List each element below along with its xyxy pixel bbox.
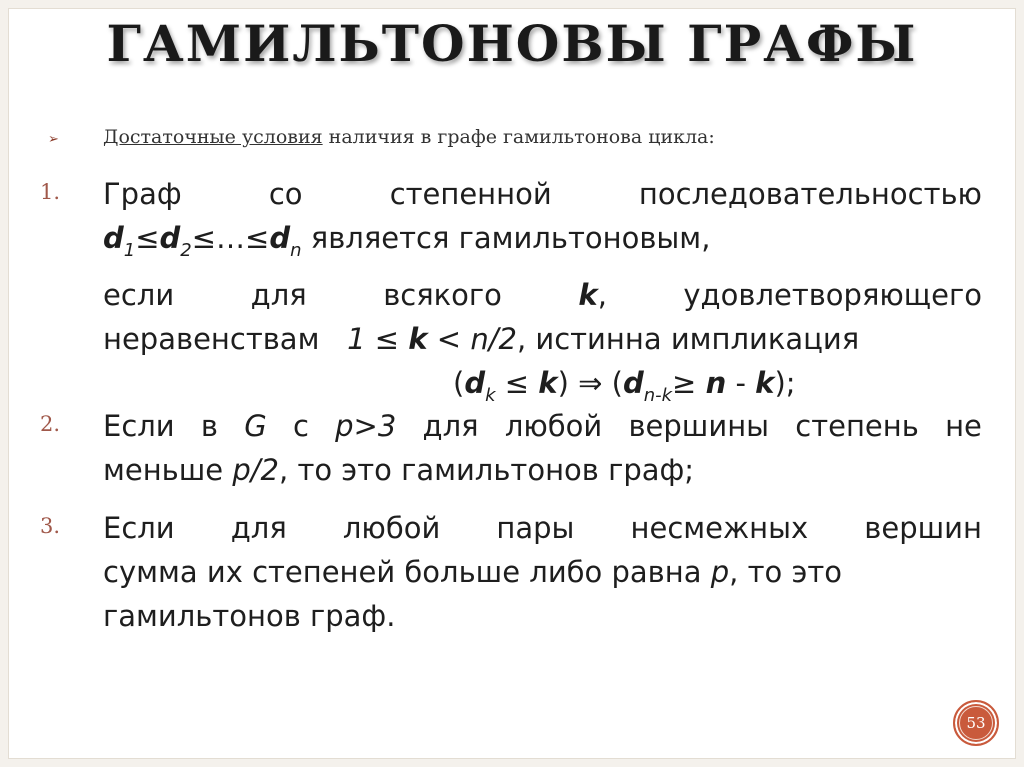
text: , то это bbox=[729, 555, 842, 589]
punct: , bbox=[597, 278, 607, 312]
word: Если bbox=[103, 511, 175, 545]
word: для bbox=[250, 278, 307, 312]
text: сумма их степеней больше либо равна bbox=[103, 555, 711, 589]
word: неравенствам bbox=[103, 322, 320, 356]
math-var: d bbox=[103, 221, 124, 255]
word: степень bbox=[795, 409, 919, 443]
word: Граф bbox=[103, 177, 182, 211]
word: для bbox=[422, 409, 479, 443]
item-line bbox=[103, 273, 982, 317]
math-sub: 2 bbox=[180, 240, 192, 261]
word: степенной bbox=[389, 177, 552, 211]
math-sub: k bbox=[485, 385, 496, 406]
word: с bbox=[292, 409, 309, 443]
math-op: ) ⇒ ( bbox=[557, 366, 623, 400]
slide-title: ГАМИЛЬТОНОВЫ ГРАФЫ bbox=[106, 14, 918, 73]
item-line bbox=[103, 404, 982, 448]
math-var: p bbox=[710, 555, 730, 589]
math-var: k bbox=[408, 322, 428, 356]
text: , истинна импликация bbox=[516, 322, 860, 356]
math-sub: 1 bbox=[123, 240, 136, 261]
math-sub: n bbox=[290, 240, 302, 261]
math-op: ≤ bbox=[135, 221, 160, 255]
list-item-1 bbox=[40, 172, 982, 418]
text: является гамильтоновым, bbox=[301, 221, 711, 255]
word: несмежных bbox=[630, 511, 809, 545]
math-var: d bbox=[269, 221, 291, 255]
math-var: k bbox=[578, 278, 598, 312]
item-line bbox=[103, 550, 982, 594]
item-number: 3. bbox=[40, 514, 61, 538]
math-var: k bbox=[538, 366, 558, 400]
text: , то это гамильтонов граф; bbox=[279, 453, 695, 487]
item-line bbox=[103, 448, 982, 492]
page-number: 53 bbox=[959, 706, 993, 740]
arrow-bullet-icon: ➢ bbox=[48, 132, 59, 147]
word: для bbox=[230, 511, 287, 545]
math-op: - bbox=[726, 366, 756, 400]
list-item-3 bbox=[40, 506, 982, 638]
list-item-2 bbox=[40, 404, 982, 492]
word: любой bbox=[342, 511, 441, 545]
math-var: d bbox=[622, 366, 644, 400]
subtitle bbox=[48, 126, 715, 148]
item-line bbox=[103, 506, 982, 550]
item-line bbox=[103, 172, 982, 216]
item-line bbox=[103, 216, 982, 273]
math-sub: n-k bbox=[643, 385, 673, 406]
word: Если bbox=[103, 409, 175, 443]
math-var: n bbox=[705, 366, 727, 400]
math-op: ≥ bbox=[672, 366, 706, 400]
word: любой bbox=[504, 409, 603, 443]
word: не bbox=[945, 409, 982, 443]
math-expr: < n/2 bbox=[427, 322, 517, 356]
subtitle-underlined-text: Достаточные условия bbox=[103, 126, 323, 148]
math-var: d bbox=[159, 221, 181, 255]
math-var: d bbox=[464, 366, 486, 400]
math-expr: 1 ≤ bbox=[347, 322, 409, 356]
word: вершины bbox=[628, 409, 770, 443]
math-expr: p>3 bbox=[335, 409, 397, 443]
word: пары bbox=[496, 511, 575, 545]
item-line: гамильтонов граф. bbox=[103, 599, 396, 633]
item-body bbox=[103, 404, 982, 492]
math-var: k bbox=[755, 366, 775, 400]
word: последовательностью bbox=[638, 177, 982, 211]
word: со bbox=[268, 177, 303, 211]
word: вершин bbox=[864, 511, 982, 545]
word: в bbox=[200, 409, 218, 443]
item-number: 2. bbox=[40, 412, 61, 436]
math-var: G bbox=[244, 409, 267, 443]
text: меньше bbox=[103, 453, 233, 487]
item-body bbox=[103, 172, 982, 418]
math-expr: p/2 bbox=[232, 453, 280, 487]
math-op: ); bbox=[774, 366, 796, 400]
subtitle-text: наличия в графе гамильтонова цикла: bbox=[322, 126, 715, 148]
page-number-badge bbox=[953, 700, 999, 746]
math-op: ≤…≤ bbox=[191, 221, 270, 255]
math-op: ( bbox=[453, 366, 465, 400]
item-number: 1. bbox=[40, 180, 61, 204]
item-body bbox=[103, 506, 982, 638]
math-op: ≤ bbox=[495, 366, 539, 400]
word: удовлетворяющего bbox=[683, 278, 982, 312]
word: всякого bbox=[383, 278, 502, 312]
item-line bbox=[103, 317, 982, 361]
word: если bbox=[103, 278, 175, 312]
